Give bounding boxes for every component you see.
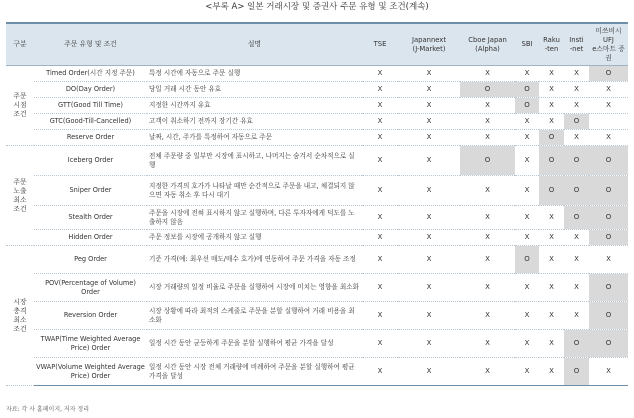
support-mark-mufg: X <box>589 98 628 114</box>
support-mark-tse: X <box>362 114 398 130</box>
category-line: 조건 <box>13 204 27 213</box>
support-mark-tse: X <box>362 358 398 386</box>
support-mark-sbi: X <box>515 330 539 358</box>
support-mark-japannext: X <box>398 230 460 246</box>
support-mark-cboe: X <box>460 114 515 130</box>
support-mark-japannext: X <box>398 82 460 98</box>
support-mark-cboe: X <box>460 246 515 274</box>
support-mark-rakuten: O <box>539 130 564 146</box>
table-row <box>6 302 628 330</box>
support-mark-sbi: X <box>515 130 539 146</box>
support-mark-japannext: X <box>398 358 460 386</box>
support-mark-instinet: O <box>564 114 589 130</box>
header-tse: TSE <box>362 23 398 66</box>
table-title: <부록 A> 일본 거래시장 및 증권사 주문 유형 및 조건(계속) <box>205 2 429 12</box>
header-instinet <box>564 23 589 66</box>
order-type-table <box>6 22 628 386</box>
category-cell <box>6 66 34 146</box>
header-instinet-line2: -net <box>569 44 584 53</box>
support-mark-cboe: X <box>460 274 515 302</box>
table-row <box>6 176 628 206</box>
support-mark-cboe: X <box>460 358 515 386</box>
support-mark-instinet: O <box>564 206 589 230</box>
table-row <box>6 230 628 246</box>
header-cboe-line2: (Alpha) <box>475 44 500 53</box>
order-type-name: DO(Day Order) <box>34 82 147 98</box>
table-row <box>6 82 628 98</box>
order-type-description: 지정한 가격의 호가가 나타날 때만 순간적으로 주문을 내고, 체결되지 않으면 자동 취소 후 다시 대기 <box>147 176 362 206</box>
order-type-description: 시장 상황에 따라 최적의 스케줄로 주문을 분할 실행하여 거래 비용을 최소화 <box>147 302 362 330</box>
support-mark-japannext: X <box>398 206 460 230</box>
support-mark-cboe: O <box>460 146 515 176</box>
support-mark-sbi: O <box>515 98 539 114</box>
support-mark-instinet: O <box>564 358 589 386</box>
support-mark-cboe: X <box>460 66 515 82</box>
order-type-description: 주문 정보를 시장에 공개하지 않고 실행 <box>147 230 362 246</box>
support-mark-rakuten: X <box>539 274 564 302</box>
support-mark-mufg <box>589 114 628 130</box>
header-japannext-line1: Japannext <box>411 35 446 44</box>
support-mark-rakuten: X <box>539 82 564 98</box>
support-mark-tse: X <box>362 302 398 330</box>
header-sbi: SBI <box>515 23 539 66</box>
support-mark-mufg: X <box>589 82 628 98</box>
support-mark-tse: X <box>362 330 398 358</box>
support-mark-instinet: X <box>564 246 589 274</box>
support-mark-instinet: X <box>564 302 589 330</box>
header-category: 구분 <box>6 23 34 66</box>
support-mark-tse: X <box>362 176 398 206</box>
support-mark-cboe: O <box>460 82 515 98</box>
order-type-name: Reversion Order <box>34 302 147 330</box>
category-line: 시점 <box>13 101 27 109</box>
support-mark-tse: X <box>362 130 398 146</box>
header-rakuten-line1: Raku <box>543 35 560 44</box>
support-mark-sbi: X <box>515 66 539 82</box>
order-type-name: Reserve Order <box>34 130 147 146</box>
support-mark-sbi: X <box>515 146 539 176</box>
order-type-description: 전체 주문량 중 일부만 시장에 표시하고, 나머지는 숨겨서 순차적으로 실행 <box>147 146 362 176</box>
header-cboe-line1: Cboe Japan <box>468 35 507 44</box>
order-type-name: GTC(Good-Till-Cancelled) <box>34 114 147 130</box>
support-mark-sbi: X <box>515 358 539 386</box>
table-row <box>6 206 628 230</box>
support-mark-instinet: X <box>564 82 589 98</box>
category-line: 주문 <box>13 177 27 186</box>
order-type-name: Hidden Order <box>34 230 147 246</box>
table-row <box>6 146 628 176</box>
support-mark-cboe: X <box>460 330 515 358</box>
order-type-description: 일정 시간 동안 균등하게 주문을 분할 실행하여 평균 가격을 달성 <box>147 330 362 358</box>
order-type-name: Sniper Order <box>34 176 147 206</box>
support-mark-rakuten: X <box>539 246 564 274</box>
order-type-description: 주문을 시장에 전혀 표시하지 않고 실행하며, 다른 투자자에게 덕도를 노출하지 않음 <box>147 206 362 230</box>
header-mufg-line2: e스마트 증권 <box>592 44 625 62</box>
support-mark-sbi: O <box>515 246 539 274</box>
support-mark-rakuten: O <box>539 146 564 176</box>
support-mark-rakuten: X <box>539 302 564 330</box>
support-mark-instinet: X <box>564 274 589 302</box>
support-mark-japannext: X <box>398 98 460 114</box>
category-line: 조건 <box>13 324 27 333</box>
category-line: 최소 <box>13 195 27 204</box>
table-row <box>6 246 628 274</box>
support-mark-tse: X <box>362 246 398 274</box>
order-type-description: 기준 가격(예: 최우선 매도/매수 호가)에 연동하여 주문 가격을 자동 조정 <box>147 246 362 274</box>
order-type-description: 날짜, 시간, 주가를 특정하여 자동으로 주문 <box>147 130 362 146</box>
support-mark-rakuten: O <box>539 176 564 206</box>
support-mark-rakuten: X <box>539 358 564 386</box>
order-type-description: 지정한 시간까지 유효 <box>147 98 362 114</box>
category-line: 노출 <box>13 186 27 195</box>
support-mark-mufg: O <box>589 66 628 82</box>
category-cell <box>6 146 34 246</box>
support-mark-japannext: X <box>398 130 460 146</box>
support-mark-japannext: X <box>398 302 460 330</box>
order-type-name: POV(Percentage of Volume) Order <box>34 274 147 302</box>
support-mark-sbi: O <box>515 82 539 98</box>
category-line: 충격 <box>13 306 27 315</box>
support-mark-tse: X <box>362 206 398 230</box>
support-mark-japannext: X <box>398 66 460 82</box>
support-mark-cboe: X <box>460 230 515 246</box>
header-mufg <box>589 23 628 66</box>
support-mark-cboe: X <box>460 206 515 230</box>
table-row <box>6 98 628 114</box>
support-mark-cboe: X <box>460 176 515 206</box>
header-mufg-line1: 미쓰비시 UFJ <box>595 26 622 44</box>
table-row <box>6 66 628 82</box>
support-mark-rakuten: X <box>539 66 564 82</box>
support-mark-rakuten: X <box>539 330 564 358</box>
header-order-type: 주문 유형 및 조건 <box>34 23 147 66</box>
order-type-name: Peg Order <box>34 246 147 274</box>
support-mark-tse: X <box>362 230 398 246</box>
support-mark-tse: X <box>362 98 398 114</box>
support-mark-cboe: X <box>460 130 515 146</box>
header-row <box>6 23 628 66</box>
support-mark-sbi: X <box>515 206 539 230</box>
support-mark-tse: X <box>362 66 398 82</box>
source-note: 자료: 각 사 홈페이지, 저자 정리 <box>6 406 90 413</box>
support-mark-rakuten: X <box>539 206 564 230</box>
support-mark-tse: X <box>362 274 398 302</box>
support-mark-mufg: O <box>589 176 628 206</box>
table-row <box>6 130 628 146</box>
support-mark-instinet: X <box>564 66 589 82</box>
support-mark-mufg: O <box>589 146 628 176</box>
order-type-name: TWAP(Time Weighted Average Price) Order <box>34 330 147 358</box>
support-mark-japannext: X <box>398 330 460 358</box>
support-mark-mufg: X <box>589 130 628 146</box>
order-type-description: 일정 시간 동안 시장 전체 거래량에 비례하여 주문을 분할 실행하여 평균 가격을 달성 <box>147 358 362 386</box>
category-line: 최소 <box>13 315 27 324</box>
header-description: 설명 <box>147 23 362 66</box>
order-type-description: 고객이 취소하기 전까지 장기간 유효 <box>147 114 362 130</box>
header-cboe <box>460 23 515 66</box>
header-japannext <box>398 23 460 66</box>
category-line: 조건 <box>13 110 27 118</box>
category-cell <box>6 246 34 386</box>
support-mark-sbi: X <box>515 302 539 330</box>
support-mark-sbi: X <box>515 114 539 130</box>
support-mark-cboe: X <box>460 302 515 330</box>
table-row <box>6 114 628 130</box>
order-type-description: 시장 거래량의 일정 비율로 주문을 실행하여 시장에 미치는 영향을 최소화 <box>147 274 362 302</box>
support-mark-rakuten: X <box>539 230 564 246</box>
support-mark-instinet: X <box>564 130 589 146</box>
support-mark-rakuten: X <box>539 98 564 114</box>
table-row <box>6 274 628 302</box>
support-mark-tse: X <box>362 146 398 176</box>
order-type-name: Iceberg Order <box>34 146 147 176</box>
support-mark-rakuten: X <box>539 114 564 130</box>
header-instinet-line1: Insti <box>569 35 584 44</box>
order-type-name: VWAP(Volume Weighted Average Price) Order <box>34 358 147 386</box>
support-mark-japannext: X <box>398 274 460 302</box>
header-rakuten-line2: -ten <box>544 44 559 53</box>
support-mark-instinet: O <box>564 330 589 358</box>
support-mark-instinet: O <box>564 146 589 176</box>
support-mark-cboe: X <box>460 98 515 114</box>
support-mark-japannext: X <box>398 176 460 206</box>
support-mark-mufg: X <box>589 358 628 386</box>
support-mark-japannext: X <box>398 246 460 274</box>
category-line: 주문 <box>13 92 27 100</box>
order-type-name: Timed Order(시간 지정 주문) <box>34 66 147 82</box>
support-mark-mufg: O <box>589 330 628 358</box>
category-line: 시장 <box>13 297 27 306</box>
support-mark-sbi: X <box>515 176 539 206</box>
order-type-description: 당일 거래 시간 동안 유효 <box>147 82 362 98</box>
support-mark-mufg: X <box>589 246 628 274</box>
support-mark-instinet: X <box>564 230 589 246</box>
order-type-name: GTT(Good Till Time) <box>34 98 147 114</box>
support-mark-mufg: O <box>589 230 628 246</box>
support-mark-sbi: X <box>515 274 539 302</box>
support-mark-mufg: O <box>589 274 628 302</box>
support-mark-japannext: X <box>398 146 460 176</box>
order-type-description: 특정 시간에 자동으로 주문 실행 <box>147 66 362 82</box>
header-japannext-line2: (J-Market) <box>412 44 446 53</box>
order-type-name: Stealth Order <box>34 206 147 230</box>
support-mark-tse: X <box>362 82 398 98</box>
support-mark-japannext: X <box>398 114 460 130</box>
support-mark-sbi: X <box>515 230 539 246</box>
header-rakuten <box>539 23 564 66</box>
table-row <box>6 358 628 386</box>
support-mark-instinet: O <box>564 176 589 206</box>
support-mark-mufg: O <box>589 302 628 330</box>
support-mark-instinet: X <box>564 98 589 114</box>
table-row <box>6 330 628 358</box>
support-mark-mufg: O <box>589 206 628 230</box>
